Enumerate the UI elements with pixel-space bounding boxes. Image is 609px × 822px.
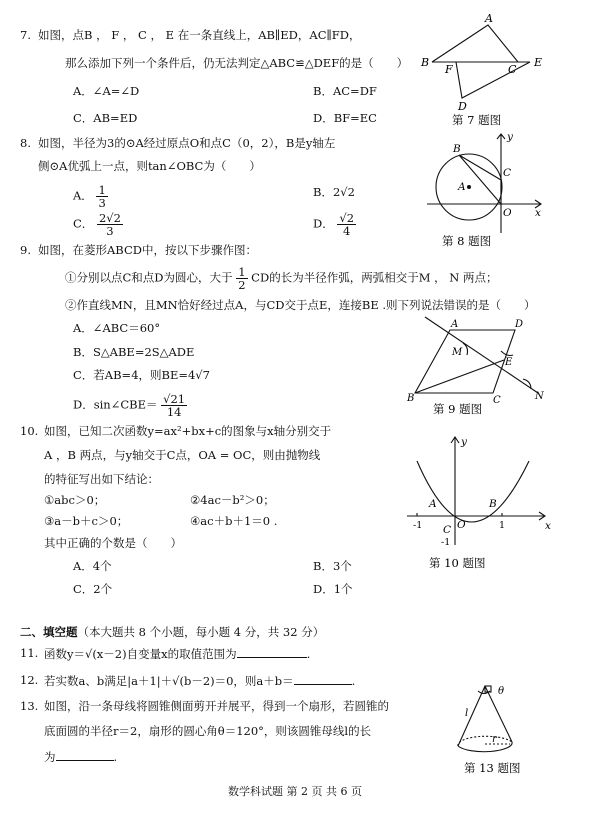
q9-option-d-fraction: [161, 393, 187, 418]
q13-stem-line1: 如图，沿一条母线将圆锥侧面剪开并展平，得到一个扇形，若圆锥的: [44, 699, 389, 713]
q12-text: 若实数a、b满足|a＋1|＋√(b－2)＝0，则a＋b＝: [44, 674, 294, 688]
q10-label-x: x: [545, 520, 551, 532]
q11-answer-blank[interactable]: [237, 645, 307, 658]
q9-label-c: C: [493, 395, 501, 406]
q10-label-o: O: [457, 519, 466, 531]
q7-stem-line2: 那么添加下列一个条件后，仍无法判定△ABC≌△DEF的是（ ）: [65, 56, 409, 70]
q10-label-y: y: [461, 436, 467, 448]
q9-option-d-den: 14: [166, 405, 182, 419]
q9-label-b: B: [407, 393, 415, 404]
q9-label-a: A: [451, 319, 459, 330]
q8-option-d-letter: D．: [313, 216, 334, 231]
q7-label-c: C: [508, 63, 517, 76]
q10-stem-line3: 的特征写出如下结论：: [44, 472, 159, 486]
q8-option-c-den: 3: [106, 224, 114, 238]
q8-option-b: [313, 184, 355, 200]
q10-conclusion-3: ③a－b＋c＞0；: [44, 514, 129, 528]
q9-label-m: M: [452, 347, 463, 358]
q9-step1-post: CD的长为半径作弧，两弧相交于M ， N 两点；: [251, 270, 498, 285]
q9-option-d-num: √21: [163, 392, 186, 406]
q7-label-f: F: [445, 63, 453, 76]
q10-option-c: C．2个: [73, 582, 113, 596]
q10-conclusion-4: ④ac＋b＋1＝0 .: [190, 514, 278, 528]
q9-step1: [65, 266, 498, 291]
q9-number: 9.: [20, 243, 31, 257]
q7-option-b: B．AC=DF: [313, 84, 377, 98]
q7-stem-line1: 如图，点B ， F ， C ， E 在一条直线上，AB∥ED，AC∥FD，: [38, 28, 361, 42]
q13-label-theta: θ: [498, 686, 505, 697]
q8-option-c-fraction: [97, 212, 123, 237]
q13-stem-line3: [44, 748, 117, 765]
q8-option-a: [73, 184, 108, 209]
q8-option-c-letter: C．: [73, 216, 94, 231]
q8-figure: [425, 130, 550, 250]
q9-label-e: E: [505, 357, 513, 368]
q13-label-r: r: [492, 734, 497, 745]
q13-stem-line2: 底面圆的半径r＝2，扇形的圆心角θ＝120°，则该圆锥母线l的长: [44, 724, 372, 738]
q11-number: 11.: [20, 646, 39, 660]
q9-step1-fraction: [236, 266, 247, 291]
section-2-title: 二、填空题: [20, 625, 78, 639]
q10-stem-line1: 如图，已知二次函数y=ax²+bx+c的图象与x轴分别交于: [44, 424, 332, 438]
q8-option-c-num: 2√2: [98, 211, 121, 225]
q10-tick-minus1: -1: [413, 520, 423, 531]
q11-line: [44, 645, 310, 662]
q8-label-c: C: [503, 167, 512, 179]
q10-option-a: A．4个: [73, 559, 112, 573]
q8-option-c: [73, 212, 123, 237]
q8-stem-line1: 如图，半径为3的⊙A经过原点O和点C（0，2），B是y轴左: [38, 136, 336, 150]
q11-end: .: [306, 647, 311, 661]
q9-option-a: A．∠ABC＝60°: [73, 321, 161, 335]
q8-option-a-num: 1: [98, 183, 106, 197]
q10-label-b: B: [489, 498, 497, 510]
q9-step1-num: 1: [238, 265, 246, 279]
q8-option-d-fraction: [337, 212, 356, 237]
q10-stem-line2: A ，B 两点，与y轴交于C点，OA = OC，则由抛物线: [44, 448, 321, 462]
q8-number: 8.: [20, 136, 31, 150]
q8-option-d-den: 4: [343, 224, 351, 238]
q9-figure: [405, 315, 555, 420]
q12-end: .: [351, 674, 356, 688]
q7-figure: [418, 10, 548, 128]
q13-answer-blank[interactable]: [56, 748, 114, 761]
q12-line: [44, 672, 355, 689]
q11-text: 函数y＝√(x－2)自变量x的取值范围为: [44, 647, 237, 661]
q8-option-d: [313, 212, 356, 237]
q8-option-a-den: 3: [98, 196, 106, 210]
q8-label-x: x: [535, 207, 541, 219]
q9-option-c: C．若AB=4，则BE=4√7: [73, 368, 210, 382]
q9-option-b: B．S△ABE=2S△ADE: [73, 345, 195, 359]
q13-stem-prefix: 为: [44, 750, 56, 764]
q7-number: 7.: [20, 28, 31, 42]
section-2-note: （本大题共 8 个小题，每小题 4 分，共 32 分）: [77, 625, 325, 639]
q7-option-c: C．AB=ED: [73, 111, 138, 125]
q12-number: 12.: [20, 673, 39, 687]
q7-label-d: D: [458, 100, 467, 113]
q10-conclusion-1: ①abc＞0；: [44, 493, 106, 507]
q9-label-n: N: [535, 391, 544, 402]
q10-stem-line4: 其中正确的个数是（ ）: [44, 536, 182, 550]
q8-stem-line2: 侧⊙A优弧上一点，则tan∠OBC为（ ）: [38, 159, 261, 173]
q9-step1-pre: ①分别以点C和点D为圆心，大于: [65, 270, 233, 285]
q13-figure: [448, 678, 548, 778]
q9-step1-den: 2: [238, 278, 246, 292]
q7-label-a: A: [485, 12, 493, 25]
q8-option-a-fraction: [96, 184, 107, 209]
q10-option-d: D．1个: [313, 582, 353, 596]
q8-option-b-value: 2√2: [332, 185, 355, 199]
section-2-header: [20, 624, 324, 640]
q10-label-a: A: [429, 498, 437, 510]
q7-option-d: D．BF=EC: [313, 111, 377, 125]
q8-option-b-letter: B．: [313, 185, 333, 199]
q8-option-d-num: √2: [339, 211, 355, 225]
q9-step2: ②作直线MN，且MN恰好经过点A，与CD交于点E，连接BE .则下列说法错误的是（ ）: [65, 298, 536, 312]
q7-label-e: E: [534, 56, 543, 69]
q10-number: 10.: [20, 424, 39, 438]
q13-number: 13.: [20, 699, 39, 713]
q8-label-o: O: [503, 207, 512, 219]
q10-conclusion-2: ②4ac－b²＞0；: [190, 493, 275, 507]
q13-end: .: [113, 750, 118, 764]
q12-answer-blank[interactable]: [294, 672, 352, 685]
q7-caption: 第 7 题图: [452, 113, 502, 127]
q8-label-a: A: [458, 181, 466, 193]
q10-tick-1: 1: [499, 520, 506, 531]
q10-caption: 第 10 题图: [429, 556, 486, 570]
q9-option-d: [73, 393, 187, 418]
q10-label-c: C: [443, 524, 452, 536]
q7-label-b: B: [421, 56, 430, 69]
q10-tick-minus1-y: -1: [441, 537, 451, 548]
page-footer: 数学科试题 第 2 页 共 6 页: [228, 785, 362, 798]
q9-stem: 如图，在菱形ABCD中，按以下步骤作图：: [38, 243, 257, 257]
q8-label-y: y: [507, 131, 513, 143]
q8-label-b: B: [453, 143, 461, 155]
q10-figure: [405, 433, 555, 573]
q8-caption: 第 8 题图: [442, 234, 492, 248]
q13-label-l: l: [465, 708, 469, 719]
q13-caption: 第 13 题图: [464, 761, 521, 775]
q9-option-d-pre: D．sin∠CBE＝: [73, 397, 158, 412]
q9-label-d: D: [515, 319, 524, 330]
q10-option-b: B．3个: [313, 559, 352, 573]
q9-caption: 第 9 题图: [433, 402, 483, 416]
q7-option-a: A．∠A=∠D: [73, 84, 140, 98]
q8-option-a-letter: A．: [73, 188, 93, 203]
